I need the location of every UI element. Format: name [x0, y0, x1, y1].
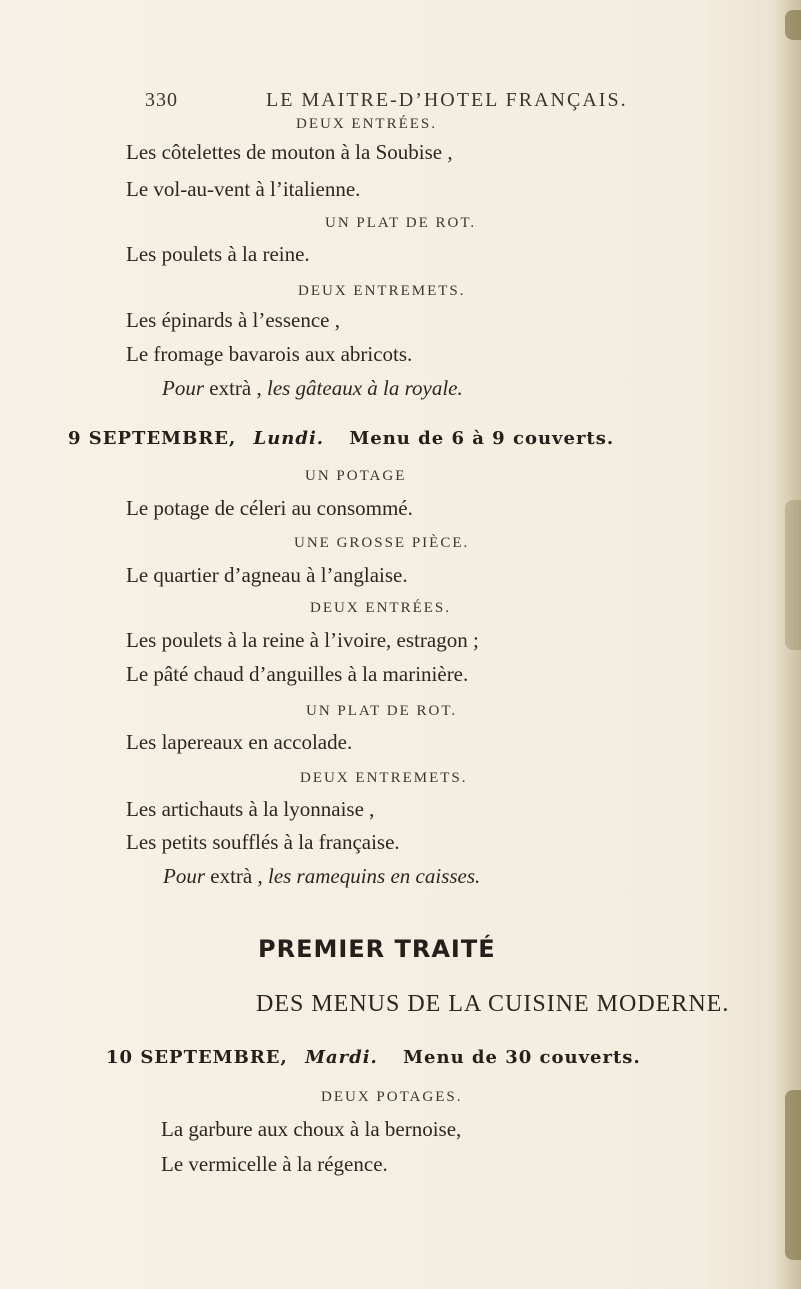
- extra-text: les ramequins en caisses.: [267, 864, 481, 888]
- page-edge-stain: [785, 10, 801, 40]
- extra-label: Pour: [162, 376, 204, 400]
- dish-line: Le vermicelle à la régence.: [161, 1152, 388, 1176]
- page-edge-stain: [785, 500, 801, 650]
- dish-line: La garbure aux choux à la bernoise,: [161, 1117, 462, 1141]
- treatise-title: PREMIER TRAITÉ: [258, 935, 496, 963]
- dish-line: Le fromage bavarois aux abricots.: [126, 342, 413, 366]
- menu-covers: Menu de 30 couverts.: [403, 1047, 641, 1068]
- menu-date: 9 SEPTEMBRE,: [68, 428, 237, 449]
- dish-line: Les poulets à la reine.: [126, 242, 310, 266]
- dish-line: Les côtelettes de mouton à la Soubise ,: [126, 140, 453, 164]
- extra-note: [162, 376, 463, 401]
- dish-line: Le vol-au-vent à l’italienne.: [126, 177, 361, 201]
- section-heading-potage: UN POTAGE: [305, 468, 407, 484]
- dish-line: Les lapereaux en accolade.: [126, 730, 353, 754]
- dish-line: Le potage de céleri au consommé.: [126, 496, 413, 520]
- section-heading-entremets: DEUX ENTREMETS.: [300, 770, 468, 786]
- menu-date-line: [68, 428, 614, 449]
- extra-word: extrà ,: [210, 864, 263, 888]
- menu-day: Mardi.: [305, 1047, 378, 1068]
- page-edge-stain: [785, 1090, 801, 1260]
- menu-date: 10 SEPTEMBRE,: [106, 1047, 288, 1068]
- dish-line: Les petits soufflés à la française.: [126, 830, 400, 854]
- section-heading-roast: UN PLAT DE ROT.: [306, 703, 458, 719]
- section-heading-grosse-piece: UNE GROSSE PIÈCE.: [294, 535, 470, 551]
- extra-note: [163, 864, 480, 889]
- dish-line: Le quartier d’agneau à l’anglaise.: [126, 563, 408, 587]
- dish-line: Le pâté chaud d’anguilles à la marinière.: [126, 662, 469, 686]
- extra-text: les gâteaux à la royale.: [266, 376, 463, 400]
- section-heading-entrees: DEUX ENTRÉES.: [310, 600, 451, 616]
- menu-covers: Menu de 6 à 9 couverts.: [349, 428, 615, 449]
- dish-line: Les artichauts à la lyonnaise ,: [126, 797, 375, 821]
- page-number: 330: [145, 89, 178, 111]
- extra-label: Pour: [163, 864, 205, 888]
- menu-day: Lundi.: [253, 428, 325, 449]
- running-title: LE MAITRE-D’HOTEL FRANÇAIS.: [266, 89, 628, 111]
- section-heading-potages: DEUX POTAGES.: [321, 1089, 463, 1105]
- treatise-subtitle: DES MENUS DE LA CUISINE MODERNE.: [256, 991, 730, 1017]
- section-heading-entremets: DEUX ENTREMETS.: [298, 283, 466, 299]
- dish-line: Les épinards à l’essence ,: [126, 308, 340, 332]
- extra-word: extrà ,: [209, 376, 262, 400]
- dish-line: Les poulets à la reine à l’ivoire, estragon ;: [126, 628, 479, 652]
- section-heading-roast: UN PLAT DE ROT.: [325, 215, 477, 231]
- section-heading-entrees: DEUX ENTRÉES.: [296, 116, 437, 132]
- menu-date-line: [106, 1047, 641, 1068]
